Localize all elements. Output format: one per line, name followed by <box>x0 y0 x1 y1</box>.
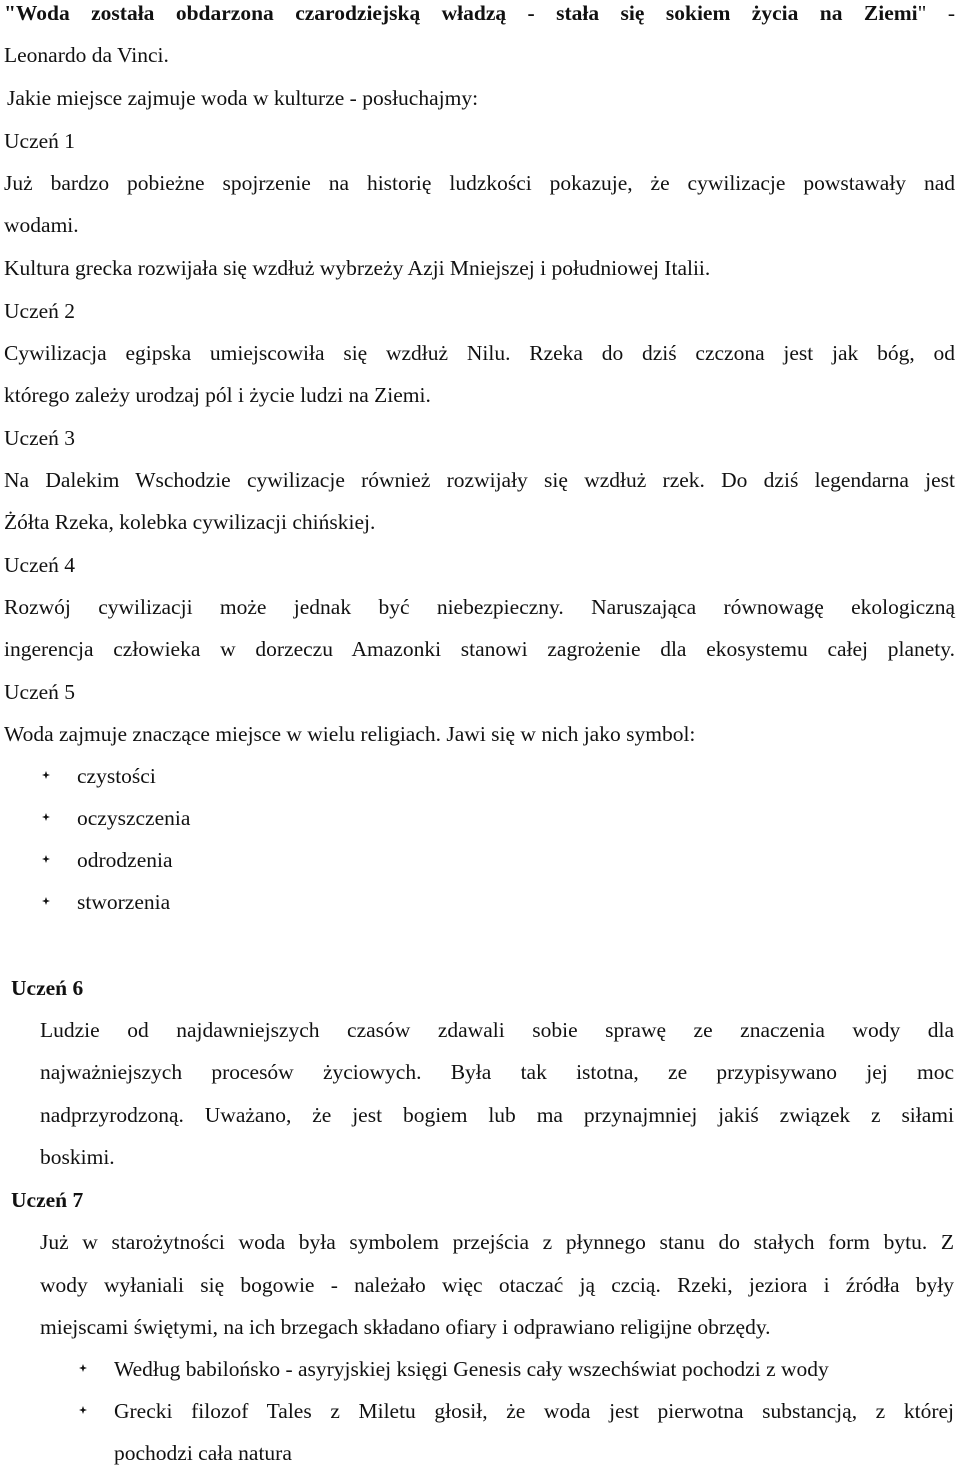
student-4-label: Uczeń 4 <box>4 553 76 577</box>
student-2-label: Uczeń 2 <box>4 299 76 323</box>
student-3-label: Uczeń 3 <box>4 426 76 450</box>
bullet-icon <box>79 1364 87 1372</box>
student-5-bullet-3: odrodzenia <box>77 848 173 872</box>
student-5-bullet-1: czystości <box>77 764 156 788</box>
bullet-icon <box>42 855 50 863</box>
student-6-label: Uczeń 6 <box>11 976 84 1000</box>
bullet-icon <box>42 771 50 779</box>
student-7-bullet-2-line-1: Grecki filozof Tales z Miletu głosił, że woda jest pierwotna substancją, z której <box>114 1399 954 1423</box>
bullet-icon <box>42 813 50 821</box>
intro-line: Jakie miejsce zajmuje woda w kulturze - posłuchajmy: <box>7 86 479 110</box>
quote-tail: " - <box>917 1 955 25</box>
student-5-text-line-1: Woda zajmuje znaczące miejsce w wielu religiach. Jawi się w nich jako symbol: <box>4 722 696 746</box>
student-7-text-line-3: miejscami świętymi, na ich brzegach składano ofiary i odprawiano religijne obrzędy. <box>40 1315 771 1339</box>
student-1-text-line-1: Już bardzo pobieżne spojrzenie na historię ludzkości pokazuje, że cywilizacje powstawały nad <box>4 171 955 195</box>
student-3-text-line-1: Na Dalekim Wschodzie cywilizacje również rozwijały się wzdłuż rzek. Do dziś legendarna jest <box>4 468 955 492</box>
student-7-label: Uczeń 7 <box>11 1188 84 1212</box>
student-5-bullet-2: oczyszczenia <box>77 806 191 830</box>
student-6-text-line-3: nadprzyrodzoną. Uważano, że jest bogiem lub ma przynajmniej jakiś związek z siłami <box>40 1103 954 1127</box>
student-5-label: Uczeń 5 <box>4 680 76 704</box>
quote-line-1 <box>4 3 955 25</box>
quote-author: Leonardo da Vinci. <box>4 43 169 67</box>
student-6-text-line-4: boskimi. <box>40 1145 115 1169</box>
bullet-icon <box>79 1406 87 1414</box>
student-1-text-line-3: Kultura grecka rozwijała się wzdłuż wybrzeży Azji Mniejszej i południowej Italii. <box>4 256 711 280</box>
student-7-bullet-1: Według babilońsko - asyryjskiej księgi Genesis cały wszechświat pochodzi z wody <box>114 1357 829 1381</box>
quote-text: "Woda została obdarzona czarodziejską władzą - stała się sokiem życia na Ziemi <box>4 1 918 25</box>
student-7-text-line-1: Już w starożytności woda była symbolem przejścia z płynnego stanu do stałych form bytu. Z <box>40 1230 954 1254</box>
student-2-text-line-1: Cywilizacja egipska umiejscowiła się wzdłuż Nilu. Rzeka do dziś czczona jest jak bóg, od <box>4 341 955 365</box>
student-7-bullet-2-line-2: pochodzi cała natura <box>114 1441 292 1465</box>
student-5-bullet-4: stworzenia <box>77 890 171 914</box>
student-6-text-line-2: najważniejszych procesów życiowych. Była tak istotna, ze przypisywano jej moc <box>40 1060 954 1084</box>
student-3-text-line-2: Żółta Rzeka, kolebka cywilizacji chińskiej. <box>4 510 376 534</box>
student-4-text-line-2: ingerencja człowieka w dorzeczu Amazonki stanowi zagrożenie dla ekosystemu całej planety. <box>4 637 955 661</box>
student-7-text-line-2: wody wyłaniali się bogowie - należało więc otaczać ją czcią. Rzeki, jeziora i źródła były <box>40 1273 954 1297</box>
student-1-label: Uczeń 1 <box>4 129 76 153</box>
student-2-text-line-2: którego zależy urodzaj pól i życie ludzi na Ziemi. <box>4 383 431 407</box>
student-6-text-line-1: Ludzie od najdawniejszych czasów zdawali sobie sprawę ze znaczenia wody dla <box>40 1018 954 1042</box>
student-1-text-line-2: wodami. <box>4 213 79 237</box>
student-4-text-line-1: Rozwój cywilizacji może jednak być niebezpieczny. Naruszająca równowagę ekologiczną <box>4 595 955 619</box>
bullet-icon <box>42 897 50 905</box>
